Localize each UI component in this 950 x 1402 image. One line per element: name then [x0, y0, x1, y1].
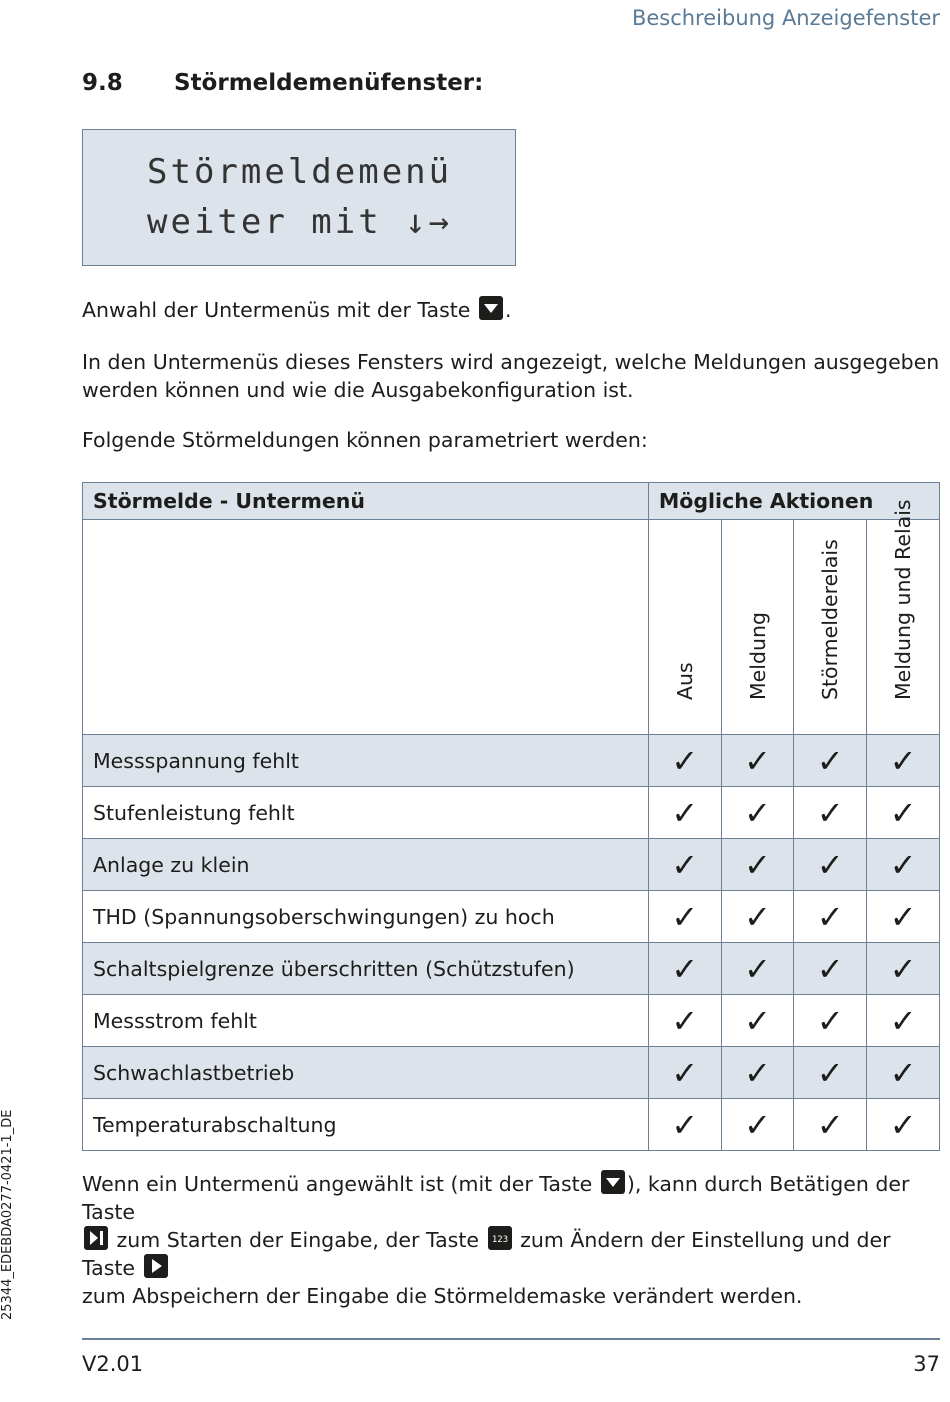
check-icon: ✓ — [671, 1001, 699, 1040]
fault-message-table — [82, 482, 940, 1151]
paragraph-text: zum Ändern der Einstellung und der Taste — [82, 1228, 891, 1280]
edit-key-icon — [488, 1226, 512, 1250]
paragraph-line: werden können und wie die Ausgabekonfiguration ist. — [82, 378, 634, 402]
paragraph-description — [82, 348, 939, 404]
check-cell — [648, 995, 721, 1047]
check-cell — [648, 735, 721, 787]
check-cell — [721, 787, 794, 839]
paragraph-text: . — [504, 298, 512, 322]
check-icon: ✓ — [744, 897, 771, 936]
check-icon: ✓ — [744, 1001, 771, 1040]
check-cell — [867, 735, 940, 787]
table-header-row — [83, 483, 940, 520]
check-icon: ✓ — [889, 793, 917, 832]
check-cell — [721, 891, 794, 943]
check-icon: ✓ — [671, 949, 699, 988]
table-row — [83, 787, 940, 839]
check-cell — [721, 839, 794, 891]
paragraph-instructions — [82, 1170, 950, 1310]
check-icon: ✓ — [889, 897, 917, 936]
check-cell — [867, 787, 940, 839]
check-icon: ✓ — [671, 897, 699, 936]
check-icon: ✓ — [671, 1105, 699, 1144]
paragraph-text: zum Starten der Eingabe, der Taste — [116, 1228, 480, 1252]
table-empty-cell — [83, 520, 649, 735]
paragraph-text: Anwahl der Untermenüs mit der Taste — [82, 298, 471, 322]
table-row — [83, 1047, 940, 1099]
column-label-meldung: Meldung — [745, 611, 770, 700]
check-cell — [794, 735, 867, 787]
check-icon: ✓ — [816, 949, 844, 988]
footer-divider — [82, 1338, 940, 1340]
check-icon: ✓ — [671, 741, 699, 780]
paragraph-line — [82, 1170, 950, 1226]
check-cell — [867, 891, 940, 943]
table-row — [83, 995, 940, 1047]
check-cell — [721, 943, 794, 995]
paragraph-text: ), kann durch Betätigen der Taste — [82, 1172, 910, 1224]
check-cell — [794, 891, 867, 943]
paragraph-line — [82, 1226, 950, 1282]
row-label: Anlage zu klein — [83, 839, 649, 891]
down-key-icon — [601, 1170, 625, 1194]
check-icon: ✓ — [889, 1105, 917, 1144]
check-cell — [648, 787, 721, 839]
check-cell — [794, 839, 867, 891]
check-cell — [794, 995, 867, 1047]
check-icon: ✓ — [889, 1001, 917, 1040]
document-code: 25344_EDEBDA0277-0421-1_DE — [0, 1109, 15, 1320]
check-cell — [794, 1047, 867, 1099]
check-icon: ✓ — [671, 1053, 699, 1092]
check-icon: ✓ — [744, 1053, 771, 1092]
check-cell — [648, 943, 721, 995]
check-icon: ✓ — [744, 949, 771, 988]
table-row — [83, 891, 940, 943]
check-icon: ✓ — [816, 897, 844, 936]
row-label: THD (Spannungsoberschwingungen) zu hoch — [83, 891, 649, 943]
check-icon: ✓ — [744, 1105, 771, 1144]
row-label: Messstrom fehlt — [83, 995, 649, 1047]
check-icon: ✓ — [744, 793, 771, 832]
check-cell — [867, 839, 940, 891]
right-key-icon — [144, 1254, 168, 1278]
check-icon: ✓ — [744, 741, 771, 780]
table-body — [83, 735, 940, 1151]
column-label-cell — [648, 520, 721, 735]
column-label-cell — [794, 520, 867, 735]
lcd-display — [82, 129, 516, 266]
check-icon: ✓ — [816, 1053, 844, 1092]
section-title: Störmeldemenüfenster: — [174, 70, 484, 96]
row-label: Temperaturabschaltung — [83, 1099, 649, 1151]
table-row — [83, 839, 940, 891]
paragraph-line: In den Untermenüs dieses Fensters wird angezeigt, welche Meldungen ausgegeben — [82, 350, 940, 374]
check-cell — [867, 943, 940, 995]
section-number: 9.8 — [82, 70, 123, 96]
check-cell — [721, 1099, 794, 1151]
check-cell — [867, 995, 940, 1047]
paragraph-text: Wenn ein Untermenü angewählt ist (mit der Taste — [82, 1172, 593, 1196]
column-label-cell — [721, 520, 794, 735]
row-label: Messspannung fehlt — [83, 735, 649, 787]
check-icon: ✓ — [889, 845, 917, 884]
column-label-cell — [867, 499, 940, 735]
column-label-meldung-und-relais: Meldung und Relais — [891, 499, 916, 700]
check-cell — [794, 943, 867, 995]
table-row — [83, 943, 940, 995]
check-icon: ✓ — [816, 1001, 844, 1040]
check-cell — [794, 787, 867, 839]
column-label-stoermelderelais: Störmelderelais — [818, 539, 843, 700]
check-icon: ✓ — [889, 1053, 917, 1092]
check-cell — [721, 1047, 794, 1099]
table-column-labels-row — [83, 520, 940, 735]
check-cell — [867, 1047, 940, 1099]
svg-text:123: 123 — [491, 1235, 508, 1245]
column-label-aus: Aus — [672, 662, 697, 700]
enter-key-icon — [84, 1226, 108, 1250]
check-cell — [867, 1099, 940, 1151]
check-icon: ✓ — [671, 793, 699, 832]
check-cell — [648, 891, 721, 943]
table-header-submenu: Störmelde - Untermenü — [83, 483, 649, 520]
check-icon: ✓ — [671, 845, 699, 884]
section-heading — [82, 70, 483, 96]
check-cell — [648, 1047, 721, 1099]
lcd-line-2: weiter mit ↓→ — [147, 202, 453, 242]
table-row — [83, 735, 940, 787]
paragraph-line: zum Abspeichern der Eingabe die Störmeldemaske verändert werden. — [82, 1284, 803, 1308]
check-cell — [721, 995, 794, 1047]
check-icon: ✓ — [816, 793, 844, 832]
paragraph-intro-table: Folgende Störmeldungen können parametriert werden: — [82, 428, 648, 452]
table-header-actions: Mögliche Aktionen — [648, 483, 939, 520]
check-cell — [648, 1099, 721, 1151]
check-icon: ✓ — [816, 845, 844, 884]
table-row — [83, 1099, 940, 1151]
footer-page-number: 37 — [913, 1352, 940, 1376]
paragraph-select-submenu — [82, 296, 511, 324]
check-icon: ✓ — [889, 949, 917, 988]
check-cell — [721, 735, 794, 787]
check-icon: ✓ — [889, 741, 917, 780]
check-cell — [794, 1099, 867, 1151]
lcd-line-1: Störmeldemenü — [147, 152, 453, 192]
row-label: Schaltspielgrenze überschritten (Schützstufen) — [83, 943, 649, 995]
footer-version: V2.01 — [82, 1352, 144, 1376]
check-icon: ✓ — [744, 845, 771, 884]
row-label: Schwachlastbetrieb — [83, 1047, 649, 1099]
down-key-icon — [479, 296, 503, 320]
running-header: Beschreibung Anzeigefenster — [631, 6, 940, 30]
row-label: Stufenleistung fehlt — [83, 787, 649, 839]
check-icon: ✓ — [816, 741, 844, 780]
check-icon: ✓ — [816, 1105, 844, 1144]
check-cell — [648, 839, 721, 891]
